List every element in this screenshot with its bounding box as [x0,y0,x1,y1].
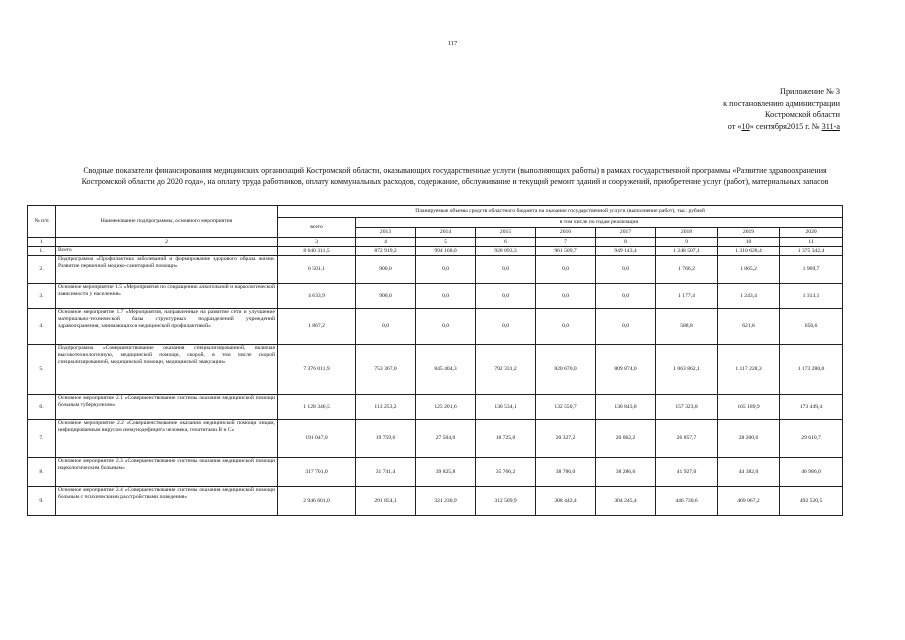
row-value: 0,0 [476,284,536,309]
row-value: 900,0 [356,284,416,309]
row-value: 621,8 [718,309,780,345]
row-value: 125 201,6 [416,395,476,420]
row-value: 1 865,2 [718,256,780,284]
row-value: 446 730,6 [656,487,718,516]
row-value: 44 382,0 [718,458,780,487]
row-number: 9. [28,487,56,516]
row-total: 6 501,1 [278,256,356,284]
row-value: 1 313,1 [780,284,843,309]
year-header: 2015 [476,228,536,238]
index-cell: 1 [28,238,56,247]
row-value: 27 504,0 [416,420,476,458]
row-value: 1 243,4 [718,284,780,309]
row-number: 1. [28,247,56,256]
row-value: 0,0 [596,309,656,345]
index-cell: 8 [596,238,656,247]
row-value: 0,0 [416,309,476,345]
row-value: 113 253,2 [356,395,416,420]
row-value: 845 404,3 [416,345,476,395]
table-row [28,345,843,395]
row-name: Основное мероприятие 2.1 «Совершенствование системы оказания медицинской помощи больным туберкулезом» [56,395,278,420]
row-total: 8 640 311,5 [278,247,356,256]
row-total: 1 128 346,5 [278,395,356,420]
table-row [28,256,843,284]
table-row [28,284,843,309]
index-cell: 2 [56,238,278,247]
row-value: 20 327,2 [536,420,596,458]
row-value: 1 177,4 [656,284,718,309]
row-value: 28 200,6 [718,420,780,458]
row-value: 31 741,4 [356,458,416,487]
row-value: 165 189,9 [718,395,780,420]
row-value: 20 062,2 [596,420,656,458]
row-value: 0,0 [536,284,596,309]
col-header-by-year: в том числе по годам реализации [356,218,843,228]
index-row [28,238,843,247]
year-header: 2014 [416,228,476,238]
appendix-line4 [650,121,840,133]
row-value: 46 986,0 [780,458,843,487]
row-name: Подпрограмма «Профилактика заболеваний и формирование здорового образа жизни. Развитие первичной медико-санитарной помощи» [56,256,278,284]
row-value: 1 063 862,1 [656,345,718,395]
row-value: 1 173 280,0 [780,345,843,395]
row-value: 492 520,5 [780,487,843,516]
row-value: 900,0 [356,256,416,284]
row-value: 18 725,0 [476,420,536,458]
row-value: 130 534,1 [476,395,536,420]
row-number: 8. [28,458,56,487]
row-total: 7 376 011,9 [278,345,356,395]
row-value: 0,0 [536,256,596,284]
row-value: 291 854,1 [356,487,416,516]
row-value: 1 969,7 [780,256,843,284]
row-value: 38 286,6 [596,458,656,487]
row-value: 0,0 [536,309,596,345]
row-value: 312 509,9 [476,487,536,516]
row-value: 0,0 [416,256,476,284]
row-name: Всего [56,247,278,256]
row-value: 656,6 [780,309,843,345]
appendix-date-prefix: от « [727,121,742,131]
appendix-day: 10 [741,121,750,131]
year-header: 2013 [356,228,416,238]
row-value: 809 874,0 [596,345,656,395]
row-value: 753 367,0 [356,345,416,395]
row-name: Подпрограмма «Совершенствование оказания специализированной, включая высокотехнологичную, медицинской помощи, скорой, в том числе скорой специализированной, медицинской помощи, медицинской эвакуации» [56,345,278,395]
row-value: 308 442,4 [536,487,596,516]
index-cell: 10 [718,238,780,247]
appendix-line3: Костромской области [765,110,840,119]
index-cell: 9 [656,238,718,247]
row-value: 994 168,0 [416,247,476,256]
row-value: 132 550,7 [536,395,596,420]
row-value: 1 375 342,4 [780,247,843,256]
table-row [28,420,843,458]
row-value: 928 093,3 [476,247,536,256]
row-value: 0,0 [476,256,536,284]
row-name: Основное мероприятие 2.2 «Совершенствование оказания медицинской помощи лицам, инфицированным вирусом иммунодефицита человека, гепатитами В и С» [56,420,278,458]
year-header: 2016 [536,228,596,238]
row-name: Основное мероприятие 1.5 «Мероприятия по сокращению алкогольной и наркологической зависимости у населения» [56,284,278,309]
row-value: 26 857,7 [656,420,718,458]
row-value: 820 670,0 [536,345,596,395]
row-value: 1 310 628,4 [718,247,780,256]
row-total: 317 701,0 [278,458,356,487]
index-cell: 4 [356,238,416,247]
row-value: 41 927,0 [656,458,718,487]
row-value: 872 919,2 [356,247,416,256]
year-header: 2019 [718,228,780,238]
page-number: 117 [447,40,458,47]
row-value: 961 509,7 [536,247,596,256]
row-name: Основное мероприятие 2.4 «Совершенствование системы оказания медицинской помощи больным с психическими расстройствами поведения» [56,487,278,516]
table-body [28,238,843,516]
row-value: 321 230,9 [416,487,476,516]
row-total: 4 633,9 [278,284,356,309]
row-value: 0,0 [596,256,656,284]
row-value: 1 117 228,3 [718,345,780,395]
index-cell: 3 [278,238,356,247]
row-value: 1 766,2 [656,256,718,284]
row-value: 29 610,7 [780,420,843,458]
appendix-year: 2015 г. № [786,121,822,131]
row-value: 304 245,4 [596,487,656,516]
row-name: Основное мероприятие 2.3 «Совершенствование системы оказания медицинской помощи наркологическим больным» [56,458,278,487]
row-total: 1 867,2 [278,309,356,345]
row-value: 1 248 507,1 [656,247,718,256]
row-number: 2. [28,256,56,284]
row-number: 7. [28,420,56,458]
table-row [28,247,843,256]
col-header-num: № п/п [28,206,56,238]
row-value: 19 759,6 [356,420,416,458]
row-number: 5. [28,345,56,395]
appendix-line1: Приложение № 3 [780,87,840,96]
financing-table [27,205,843,516]
appendix-number: 311-а [821,121,840,131]
row-value: 173 449,4 [780,395,843,420]
table-row [28,487,843,516]
row-value: 792 331,2 [476,345,536,395]
col-header-total: всего [278,218,356,238]
appendix-line2: к постановлению администрации [723,98,840,108]
row-value: 0,0 [476,309,536,345]
row-total: 2 946 601,0 [278,487,356,516]
row-value: 588,8 [656,309,718,345]
row-value: 469 067,2 [718,487,780,516]
document-title: Сводные показатели финансирования медицинских организаций Костромской области, оказывающих государственные услуги (выполняющих работы) в рамках государственной программы «Развитие здравоохранения Костромской области до 2020 года», на оплату труда работников, оплату коммунальных расходов, содержание, обслуживание и текущий ремонт зданий и сооружений, приобретение услуг (работ), материальных запасов [81,166,829,186]
appendix-block [650,86,840,132]
row-number: 6. [28,395,56,420]
row-value: 949 143,4 [596,247,656,256]
row-name: Основное мероприятие 1.7 «Мероприятия, направленные на развитие сети и улучшение материально-технической базы структурных подразделений учреждений здравоохранения, занимающихся медицинской профилактикой» [56,309,278,345]
col-header-planned: Планируемые объемы средств областного бюджета на оказание государственной услуги (выполнение работ), тыс. рублей [278,206,843,218]
year-header: 2018 [656,228,718,238]
row-total: 191 047,0 [278,420,356,458]
row-value: 130 843,8 [596,395,656,420]
year-header: 2020 [780,228,843,238]
row-value: 0,0 [416,284,476,309]
year-header: 2017 [596,228,656,238]
row-value: 39 825,8 [416,458,476,487]
col-header-name: Наименование подпрограммы, основного мероприятия [56,206,278,238]
row-value: 38 786,0 [536,458,596,487]
table-row [28,309,843,345]
index-cell: 5 [416,238,476,247]
row-value: 35 766,2 [476,458,536,487]
row-number: 3. [28,284,56,309]
index-cell: 7 [536,238,596,247]
table-row [28,458,843,487]
row-number: 4. [28,309,56,345]
row-value: 0,0 [356,309,416,345]
appendix-month: » сентября [749,121,787,131]
table-row [28,395,843,420]
row-value: 157 323,8 [656,395,718,420]
row-value: 0,0 [596,284,656,309]
index-cell: 11 [780,238,843,247]
index-cell: 6 [476,238,536,247]
